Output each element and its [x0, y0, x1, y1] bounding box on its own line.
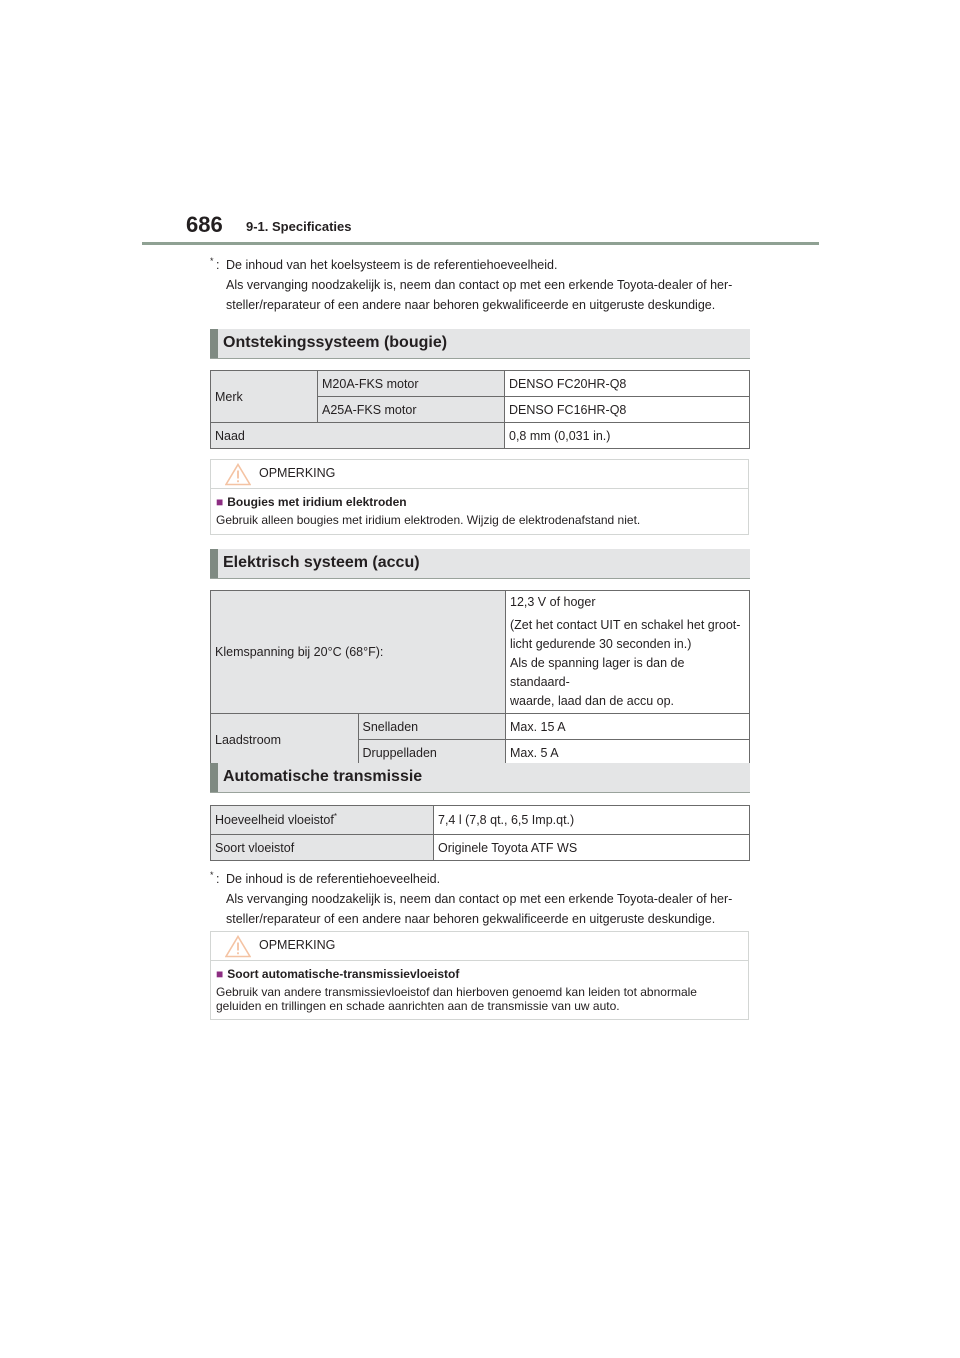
footnote-line: De inhoud van het koelsysteem is de referentiehoeveelheid.	[226, 258, 558, 272]
engine-cell: M20A-FKS motor	[318, 371, 505, 397]
value-cell: Max. 5 A	[506, 740, 750, 766]
fluid-amount-label: Hoeveelheid vloeistof*	[211, 806, 434, 835]
footnote-line: De inhoud is de referentiehoeveelheid.	[226, 872, 441, 886]
warning-icon	[225, 463, 251, 486]
header-rule	[142, 242, 819, 245]
section-heading-ignition	[210, 329, 750, 359]
section-title: 9-1. Specificaties	[246, 219, 352, 234]
fluid-type-label: Soort vloeistof	[211, 835, 434, 861]
square-bullet-icon: ■	[216, 495, 224, 509]
ignition-table	[210, 370, 750, 449]
note-label: OPMERKING	[259, 466, 336, 480]
gap-label: Naad	[211, 423, 505, 449]
page-number: 686	[186, 212, 223, 237]
heading-text: Ontstekingssysteem (bougie)	[223, 334, 448, 351]
footnote-cooling: * : De inhoud van het koelsysteem is de referentiehoeveelheid. Als vervanging noodzakelijk is, neem dan contact op met een erkende Toyota-dealer of her- steller/reparateur of een andere naar behoren gekwalificeerde en uitgeruste deskundige.	[210, 255, 755, 315]
note-subtitle: ■ Bougies met iridium elektroden	[216, 495, 407, 509]
footnote-line: steller/reparateur of een andere naar behoren gekwalificeerde en uitgeruste deskundige.	[226, 912, 716, 926]
engine-cell: A25A-FKS motor	[318, 397, 505, 423]
note-label: OPMERKING	[259, 938, 336, 952]
mode-cell: Druppelladen	[358, 740, 506, 766]
heading-text: Automatische transmissie	[223, 768, 423, 785]
footnote-line: Als vervanging noodzakelijk is, neem dan contact op met een erkende Toyota-dealer of her-	[226, 278, 733, 292]
brand-label: Merk	[211, 371, 318, 423]
square-bullet-icon: ■	[216, 967, 224, 981]
note-text: Gebruik van andere transmissievloeistof dan hierboven genoemd kan leiden tot abnormale geluiden en trillingen en schade aanrichten aan de transmissie van uw auto.	[216, 985, 697, 1013]
footnote-transmission: * : De inhoud is de referentiehoeveelheid. Als vervanging noodzakelijk is, neem dan contact op met een erkende Toyota-dealer of her- steller/reparateur of een andere naar behoren gekwalificeerde en uitgeruste deskundige.	[210, 869, 755, 929]
heading-text: Elektrisch systeem (accu)	[223, 554, 420, 571]
footnote-line: Als vervanging noodzakelijk is, neem dan contact op met een erkende Toyota-dealer of her-	[226, 892, 733, 906]
voltage-label: Klemspanning bij 20°C (68°F):	[211, 591, 506, 714]
footnote-star: *	[210, 256, 214, 266]
note-text: Gebruik alleen bougies met iridium elektroden. Wijzig de elektrodenafstand niet.	[216, 513, 641, 527]
voltage-value: 12,3 V of hoger (Zet het contact UIT en schakel het groot- licht gedurende 30 seconden in.) Als de spanning lager is dan de standaard- waarde, laad dan de accu op.	[506, 591, 750, 714]
warning-icon	[225, 935, 251, 958]
section-heading-transmission	[210, 763, 750, 793]
transmission-table	[210, 805, 750, 861]
mode-cell: Snelladen	[358, 714, 506, 740]
value-cell: DENSO FC16HR-Q8	[505, 397, 750, 423]
note-box-spark-plugs	[210, 459, 749, 535]
value-cell: Max. 15 A	[506, 714, 750, 740]
note-box-transmission-fluid	[210, 931, 749, 1020]
section-heading-electrical	[210, 549, 750, 579]
value-cell: DENSO FC20HR-Q8	[505, 371, 750, 397]
footnote-star: *	[210, 870, 214, 880]
gap-value: 0,8 mm (0,031 in.)	[505, 423, 750, 449]
fluid-type-value: Originele Toyota ATF WS	[434, 835, 750, 861]
electrical-table	[210, 590, 750, 766]
note-subtitle: ■ Soort automatische-transmissievloeistof	[216, 967, 460, 981]
fluid-amount-value: 7,4 l (7,8 qt., 6,5 Imp.qt.)	[434, 806, 750, 835]
current-label: Laadstroom	[211, 714, 359, 766]
footnote-line: steller/reparateur of een andere naar behoren gekwalificeerde en uitgeruste deskundige.	[226, 298, 716, 312]
